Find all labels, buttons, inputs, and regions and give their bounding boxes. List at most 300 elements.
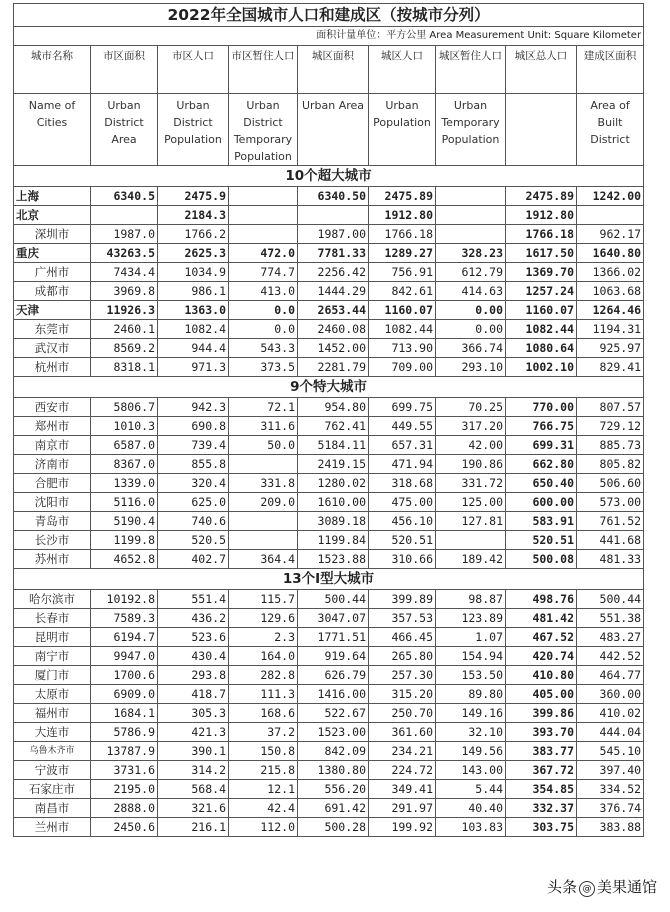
value-cell: 310.66 xyxy=(369,550,436,569)
value-cell: 199.92 xyxy=(369,818,436,837)
city-name-cell: 郑州市 xyxy=(14,417,91,436)
value-cell: 650.40 xyxy=(506,474,577,493)
value-cell: 305.3 xyxy=(158,704,229,723)
value-cell: 2625.3 xyxy=(158,244,229,263)
value-cell: 2256.42 xyxy=(298,263,369,282)
value-cell: 10192.8 xyxy=(91,590,158,609)
value-cell: 334.52 xyxy=(577,780,644,799)
value-cell: 612.79 xyxy=(436,263,506,282)
value-cell: 282.8 xyxy=(229,666,298,685)
value-cell: 42.00 xyxy=(436,436,506,455)
value-cell: 361.60 xyxy=(369,723,436,742)
table-row xyxy=(14,358,644,377)
value-cell: 89.80 xyxy=(436,685,506,704)
column-header-zh: 城市名称 xyxy=(14,46,91,94)
value-cell: 410.80 xyxy=(506,666,577,685)
city-name-cell: 南昌市 xyxy=(14,799,91,818)
value-cell xyxy=(436,531,506,550)
value-cell xyxy=(229,531,298,550)
city-name-cell: 长春市 xyxy=(14,609,91,628)
value-cell: 265.80 xyxy=(369,647,436,666)
value-cell: 1257.24 xyxy=(506,282,577,301)
value-cell: 5190.4 xyxy=(91,512,158,531)
value-cell xyxy=(229,225,298,244)
city-name-cell: 青岛市 xyxy=(14,512,91,531)
value-cell: 1194.31 xyxy=(577,320,644,339)
value-cell: 421.3 xyxy=(158,723,229,742)
value-cell: 383.77 xyxy=(506,742,577,761)
table-row xyxy=(14,474,644,493)
value-cell: 8318.1 xyxy=(91,358,158,377)
group-header-row xyxy=(14,377,644,398)
value-cell: 315.20 xyxy=(369,685,436,704)
value-cell: 3089.18 xyxy=(298,512,369,531)
value-cell: 0.0 xyxy=(229,320,298,339)
column-header-en: Urban District Area xyxy=(91,94,158,166)
value-cell: 498.76 xyxy=(506,590,577,609)
value-cell: 143.00 xyxy=(436,761,506,780)
city-name-cell: 济南市 xyxy=(14,455,91,474)
city-name-cell: 合肥市 xyxy=(14,474,91,493)
table-row xyxy=(14,339,644,358)
value-cell: 331.72 xyxy=(436,474,506,493)
value-cell: 1610.00 xyxy=(298,493,369,512)
city-name-cell: 成都市 xyxy=(14,282,91,301)
value-cell: 1160.07 xyxy=(369,301,436,320)
value-cell: 739.4 xyxy=(158,436,229,455)
value-cell: 774.7 xyxy=(229,263,298,282)
value-cell: 250.70 xyxy=(369,704,436,723)
table-row xyxy=(14,320,644,339)
city-name-cell: 福州市 xyxy=(14,704,91,723)
value-cell: 291.97 xyxy=(369,799,436,818)
value-cell: 1339.0 xyxy=(91,474,158,493)
city-name-cell: 兰州市 xyxy=(14,818,91,837)
value-cell: 390.1 xyxy=(158,742,229,761)
column-header-en: Name of Cities xyxy=(14,94,91,166)
city-name-cell: 东莞市 xyxy=(14,320,91,339)
at-icon: @ xyxy=(579,881,595,897)
value-cell: 962.17 xyxy=(577,225,644,244)
value-cell: 414.63 xyxy=(436,282,506,301)
column-header-en: Urban Temporary Population xyxy=(436,94,506,166)
value-cell: 405.00 xyxy=(506,685,577,704)
table-row xyxy=(14,187,644,206)
column-header-zh: 市区人口 xyxy=(158,46,229,94)
watermark-prefix: 头条 xyxy=(546,878,577,896)
table-row xyxy=(14,723,644,742)
value-cell: 662.80 xyxy=(506,455,577,474)
value-cell: 740.6 xyxy=(158,512,229,531)
value-cell: 1416.00 xyxy=(298,685,369,704)
value-cell xyxy=(577,206,644,225)
table-row xyxy=(14,512,644,531)
table-row xyxy=(14,704,644,723)
value-cell: 699.31 xyxy=(506,436,577,455)
value-cell: 2653.44 xyxy=(298,301,369,320)
value-cell: 1280.02 xyxy=(298,474,369,493)
city-name-cell: 大连市 xyxy=(14,723,91,742)
watermark xyxy=(547,876,657,897)
city-name-cell: 昆明市 xyxy=(14,628,91,647)
group-header-row xyxy=(14,166,644,187)
value-cell: 317.20 xyxy=(436,417,506,436)
value-cell xyxy=(436,187,506,206)
value-cell: 321.6 xyxy=(158,799,229,818)
city-name-cell: 杭州市 xyxy=(14,358,91,377)
value-cell: 37.2 xyxy=(229,723,298,742)
value-cell: 986.1 xyxy=(158,282,229,301)
value-cell: 318.68 xyxy=(369,474,436,493)
group-label: 10个超大城市 xyxy=(14,166,644,187)
value-cell: 691.42 xyxy=(298,799,369,818)
column-header-en: Urban District Temporary Population xyxy=(229,94,298,166)
watermark-handle: 美果通馆 xyxy=(596,878,657,896)
value-cell: 762.41 xyxy=(298,417,369,436)
value-cell: 1523.00 xyxy=(298,723,369,742)
value-cell: 2450.6 xyxy=(91,818,158,837)
value-cell: 376.74 xyxy=(577,799,644,818)
value-cell: 1912.80 xyxy=(506,206,577,225)
value-cell: 2475.89 xyxy=(369,187,436,206)
table-row xyxy=(14,761,644,780)
city-name-cell: 长沙市 xyxy=(14,531,91,550)
value-cell: 7589.3 xyxy=(91,609,158,628)
value-cell: 436.2 xyxy=(158,609,229,628)
city-name-cell: 苏州市 xyxy=(14,550,91,569)
value-cell: 129.6 xyxy=(229,609,298,628)
table-row xyxy=(14,666,644,685)
value-cell: 729.12 xyxy=(577,417,644,436)
value-cell: 5786.9 xyxy=(91,723,158,742)
value-cell: 523.6 xyxy=(158,628,229,647)
value-cell: 449.55 xyxy=(369,417,436,436)
value-cell: 756.91 xyxy=(369,263,436,282)
value-cell: 8367.0 xyxy=(91,455,158,474)
value-cell: 444.04 xyxy=(577,723,644,742)
value-cell: 761.52 xyxy=(577,512,644,531)
table-row xyxy=(14,455,644,474)
table-row xyxy=(14,436,644,455)
value-cell: 3969.8 xyxy=(91,282,158,301)
value-cell: 2281.79 xyxy=(298,358,369,377)
value-cell: 500.08 xyxy=(506,550,577,569)
value-cell: 72.1 xyxy=(229,398,298,417)
value-cell: 522.67 xyxy=(298,704,369,723)
value-cell: 625.0 xyxy=(158,493,229,512)
city-name-cell: 深圳市 xyxy=(14,225,91,244)
value-cell: 234.21 xyxy=(369,742,436,761)
table-row xyxy=(14,685,644,704)
value-cell: 127.81 xyxy=(436,512,506,531)
value-cell: 583.91 xyxy=(506,512,577,531)
value-cell: 112.0 xyxy=(229,818,298,837)
value-cell: 1912.80 xyxy=(369,206,436,225)
column-header-zh: 市区暂住人口 xyxy=(229,46,298,94)
value-cell: 418.7 xyxy=(158,685,229,704)
value-cell: 551.38 xyxy=(577,609,644,628)
city-name-cell: 太原市 xyxy=(14,685,91,704)
value-cell: 293.8 xyxy=(158,666,229,685)
table-row xyxy=(14,263,644,282)
value-cell: 393.70 xyxy=(506,723,577,742)
value-cell: 520.51 xyxy=(506,531,577,550)
value-cell: 42.4 xyxy=(229,799,298,818)
table-row xyxy=(14,417,644,436)
value-cell: 0.0 xyxy=(229,301,298,320)
value-cell: 331.8 xyxy=(229,474,298,493)
value-cell: 573.00 xyxy=(577,493,644,512)
value-cell: 568.4 xyxy=(158,780,229,799)
value-cell: 0.00 xyxy=(436,320,506,339)
value-cell: 9947.0 xyxy=(91,647,158,666)
value-cell: 942.3 xyxy=(158,398,229,417)
value-cell: 2460.08 xyxy=(298,320,369,339)
value-cell: 500.44 xyxy=(298,590,369,609)
city-name-cell: 西安市 xyxy=(14,398,91,417)
value-cell: 1766.2 xyxy=(158,225,229,244)
unit-note: 面积计量单位：平方公里 Area Measurement Unit: Square Kilometer xyxy=(14,27,644,46)
value-cell: 1523.88 xyxy=(298,550,369,569)
value-cell: 475.00 xyxy=(369,493,436,512)
value-cell: 399.89 xyxy=(369,590,436,609)
table-row xyxy=(14,550,644,569)
value-cell: 397.40 xyxy=(577,761,644,780)
value-cell: 855.8 xyxy=(158,455,229,474)
value-cell: 50.0 xyxy=(229,436,298,455)
value-cell xyxy=(298,206,369,225)
value-cell: 1987.00 xyxy=(298,225,369,244)
group-label: 9个特大城市 xyxy=(14,377,644,398)
table-row xyxy=(14,742,644,761)
table-body xyxy=(14,4,644,837)
value-cell: 103.83 xyxy=(436,818,506,837)
value-cell: 1700.6 xyxy=(91,666,158,685)
value-cell: 4652.8 xyxy=(91,550,158,569)
value-cell: 293.10 xyxy=(436,358,506,377)
city-population-table xyxy=(13,3,644,837)
group-label: 13个I型大城市 xyxy=(14,569,644,590)
city-name-cell: 武汉市 xyxy=(14,339,91,358)
value-cell xyxy=(229,187,298,206)
table-row xyxy=(14,493,644,512)
value-cell: 430.4 xyxy=(158,647,229,666)
column-header-zh: 城区总人口 xyxy=(506,46,577,94)
city-name-cell: 南宁市 xyxy=(14,647,91,666)
value-cell: 154.94 xyxy=(436,647,506,666)
value-cell: 6909.0 xyxy=(91,685,158,704)
column-header-en: Urban Area xyxy=(298,94,369,166)
value-cell: 2419.15 xyxy=(298,455,369,474)
table-row xyxy=(14,780,644,799)
value-cell: 467.52 xyxy=(506,628,577,647)
table-row xyxy=(14,647,644,666)
value-cell: 224.72 xyxy=(369,761,436,780)
value-cell xyxy=(229,206,298,225)
value-cell: 6194.7 xyxy=(91,628,158,647)
value-cell: 805.82 xyxy=(577,455,644,474)
value-cell: 257.30 xyxy=(369,666,436,685)
value-cell: 1987.0 xyxy=(91,225,158,244)
city-name-cell: 石家庄市 xyxy=(14,780,91,799)
value-cell: 349.41 xyxy=(369,780,436,799)
value-cell: 657.31 xyxy=(369,436,436,455)
stats-table-wrapper xyxy=(13,3,657,896)
column-header-zh: 市区面积 xyxy=(91,46,158,94)
value-cell: 713.90 xyxy=(369,339,436,358)
table-row xyxy=(14,531,644,550)
value-cell: 600.00 xyxy=(506,493,577,512)
column-header-zh: 建成区面积 xyxy=(577,46,644,94)
value-cell: 543.3 xyxy=(229,339,298,358)
value-cell: 328.23 xyxy=(436,244,506,263)
value-cell: 1002.10 xyxy=(506,358,577,377)
value-cell: 115.7 xyxy=(229,590,298,609)
value-cell: 520.51 xyxy=(369,531,436,550)
value-cell: 360.00 xyxy=(577,685,644,704)
value-cell: 40.40 xyxy=(436,799,506,818)
value-cell: 506.60 xyxy=(577,474,644,493)
value-cell: 5184.11 xyxy=(298,436,369,455)
value-cell: 1771.51 xyxy=(298,628,369,647)
value-cell: 3047.07 xyxy=(298,609,369,628)
value-cell: 842.61 xyxy=(369,282,436,301)
value-cell: 464.77 xyxy=(577,666,644,685)
value-cell: 1363.0 xyxy=(158,301,229,320)
column-header-zh: 城区面积 xyxy=(298,46,369,94)
value-cell: 442.52 xyxy=(577,647,644,666)
value-cell: 1640.80 xyxy=(577,244,644,263)
value-cell: 6340.50 xyxy=(298,187,369,206)
value-cell: 919.64 xyxy=(298,647,369,666)
city-name-cell: 天津 xyxy=(14,301,91,320)
value-cell xyxy=(91,206,158,225)
value-cell: 153.50 xyxy=(436,666,506,685)
table-row xyxy=(14,206,644,225)
value-cell: 925.97 xyxy=(577,339,644,358)
value-cell: 481.42 xyxy=(506,609,577,628)
value-cell: 2184.3 xyxy=(158,206,229,225)
table-row xyxy=(14,301,644,320)
group-header-row xyxy=(14,569,644,590)
column-header-en: Urban Population xyxy=(369,94,436,166)
city-name-cell: 沈阳市 xyxy=(14,493,91,512)
value-cell: 699.75 xyxy=(369,398,436,417)
value-cell: 1289.27 xyxy=(369,244,436,263)
value-cell: 216.1 xyxy=(158,818,229,837)
value-cell xyxy=(436,206,506,225)
value-cell: 2460.1 xyxy=(91,320,158,339)
value-cell: 5806.7 xyxy=(91,398,158,417)
table-row xyxy=(14,628,644,647)
value-cell: 399.86 xyxy=(506,704,577,723)
value-cell: 1199.8 xyxy=(91,531,158,550)
value-cell: 441.68 xyxy=(577,531,644,550)
value-cell: 1684.1 xyxy=(91,704,158,723)
value-cell: 471.94 xyxy=(369,455,436,474)
value-cell: 520.5 xyxy=(158,531,229,550)
value-cell: 1380.80 xyxy=(298,761,369,780)
value-cell: 5116.0 xyxy=(91,493,158,512)
value-cell: 1080.64 xyxy=(506,339,577,358)
table-row xyxy=(14,590,644,609)
value-cell: 1160.07 xyxy=(506,301,577,320)
value-cell: 373.5 xyxy=(229,358,298,377)
table-row xyxy=(14,609,644,628)
value-cell: 111.3 xyxy=(229,685,298,704)
value-cell: 709.00 xyxy=(369,358,436,377)
column-header-en xyxy=(506,94,577,166)
value-cell: 98.87 xyxy=(436,590,506,609)
value-cell: 971.3 xyxy=(158,358,229,377)
value-cell: 420.74 xyxy=(506,647,577,666)
value-cell: 410.02 xyxy=(577,704,644,723)
value-cell: 1010.3 xyxy=(91,417,158,436)
value-cell: 483.27 xyxy=(577,628,644,647)
value-cell: 545.10 xyxy=(577,742,644,761)
value-cell: 366.74 xyxy=(436,339,506,358)
value-cell: 402.7 xyxy=(158,550,229,569)
value-cell: 2888.0 xyxy=(91,799,158,818)
value-cell: 125.00 xyxy=(436,493,506,512)
value-cell: 1242.00 xyxy=(577,187,644,206)
value-cell: 164.0 xyxy=(229,647,298,666)
value-cell: 5.44 xyxy=(436,780,506,799)
value-cell: 1199.84 xyxy=(298,531,369,550)
value-cell: 626.79 xyxy=(298,666,369,685)
value-cell: 1766.18 xyxy=(369,225,436,244)
table-row xyxy=(14,282,644,301)
value-cell: 807.57 xyxy=(577,398,644,417)
value-cell xyxy=(436,225,506,244)
value-cell: 1063.68 xyxy=(577,282,644,301)
value-cell: 3731.6 xyxy=(91,761,158,780)
value-cell: 189.42 xyxy=(436,550,506,569)
value-cell: 500.28 xyxy=(298,818,369,837)
value-cell: 1264.46 xyxy=(577,301,644,320)
value-cell: 500.44 xyxy=(577,590,644,609)
table-row xyxy=(14,398,644,417)
value-cell: 551.4 xyxy=(158,590,229,609)
table-row xyxy=(14,818,644,837)
city-name-cell: 北京 xyxy=(14,206,91,225)
value-cell: 842.09 xyxy=(298,742,369,761)
column-header-zh: 城区暂住人口 xyxy=(436,46,506,94)
value-cell: 1082.4 xyxy=(158,320,229,339)
value-cell: 332.37 xyxy=(506,799,577,818)
value-cell: 1617.50 xyxy=(506,244,577,263)
city-name-cell: 哈尔滨市 xyxy=(14,590,91,609)
value-cell: 383.88 xyxy=(577,818,644,837)
city-name-cell: 广州市 xyxy=(14,263,91,282)
value-cell: 1034.9 xyxy=(158,263,229,282)
value-cell: 311.6 xyxy=(229,417,298,436)
city-name-cell: 宁波市 xyxy=(14,761,91,780)
value-cell: 32.10 xyxy=(436,723,506,742)
value-cell: 303.75 xyxy=(506,818,577,837)
value-cell: 2475.9 xyxy=(158,187,229,206)
city-name-cell: 上海 xyxy=(14,187,91,206)
city-name-cell: 厦门市 xyxy=(14,666,91,685)
value-cell: 885.73 xyxy=(577,436,644,455)
value-cell: 190.86 xyxy=(436,455,506,474)
column-header-zh: 城区人口 xyxy=(369,46,436,94)
table-row xyxy=(14,244,644,263)
value-cell: 314.2 xyxy=(158,761,229,780)
value-cell: 766.75 xyxy=(506,417,577,436)
value-cell: 472.0 xyxy=(229,244,298,263)
value-cell: 6340.5 xyxy=(91,187,158,206)
